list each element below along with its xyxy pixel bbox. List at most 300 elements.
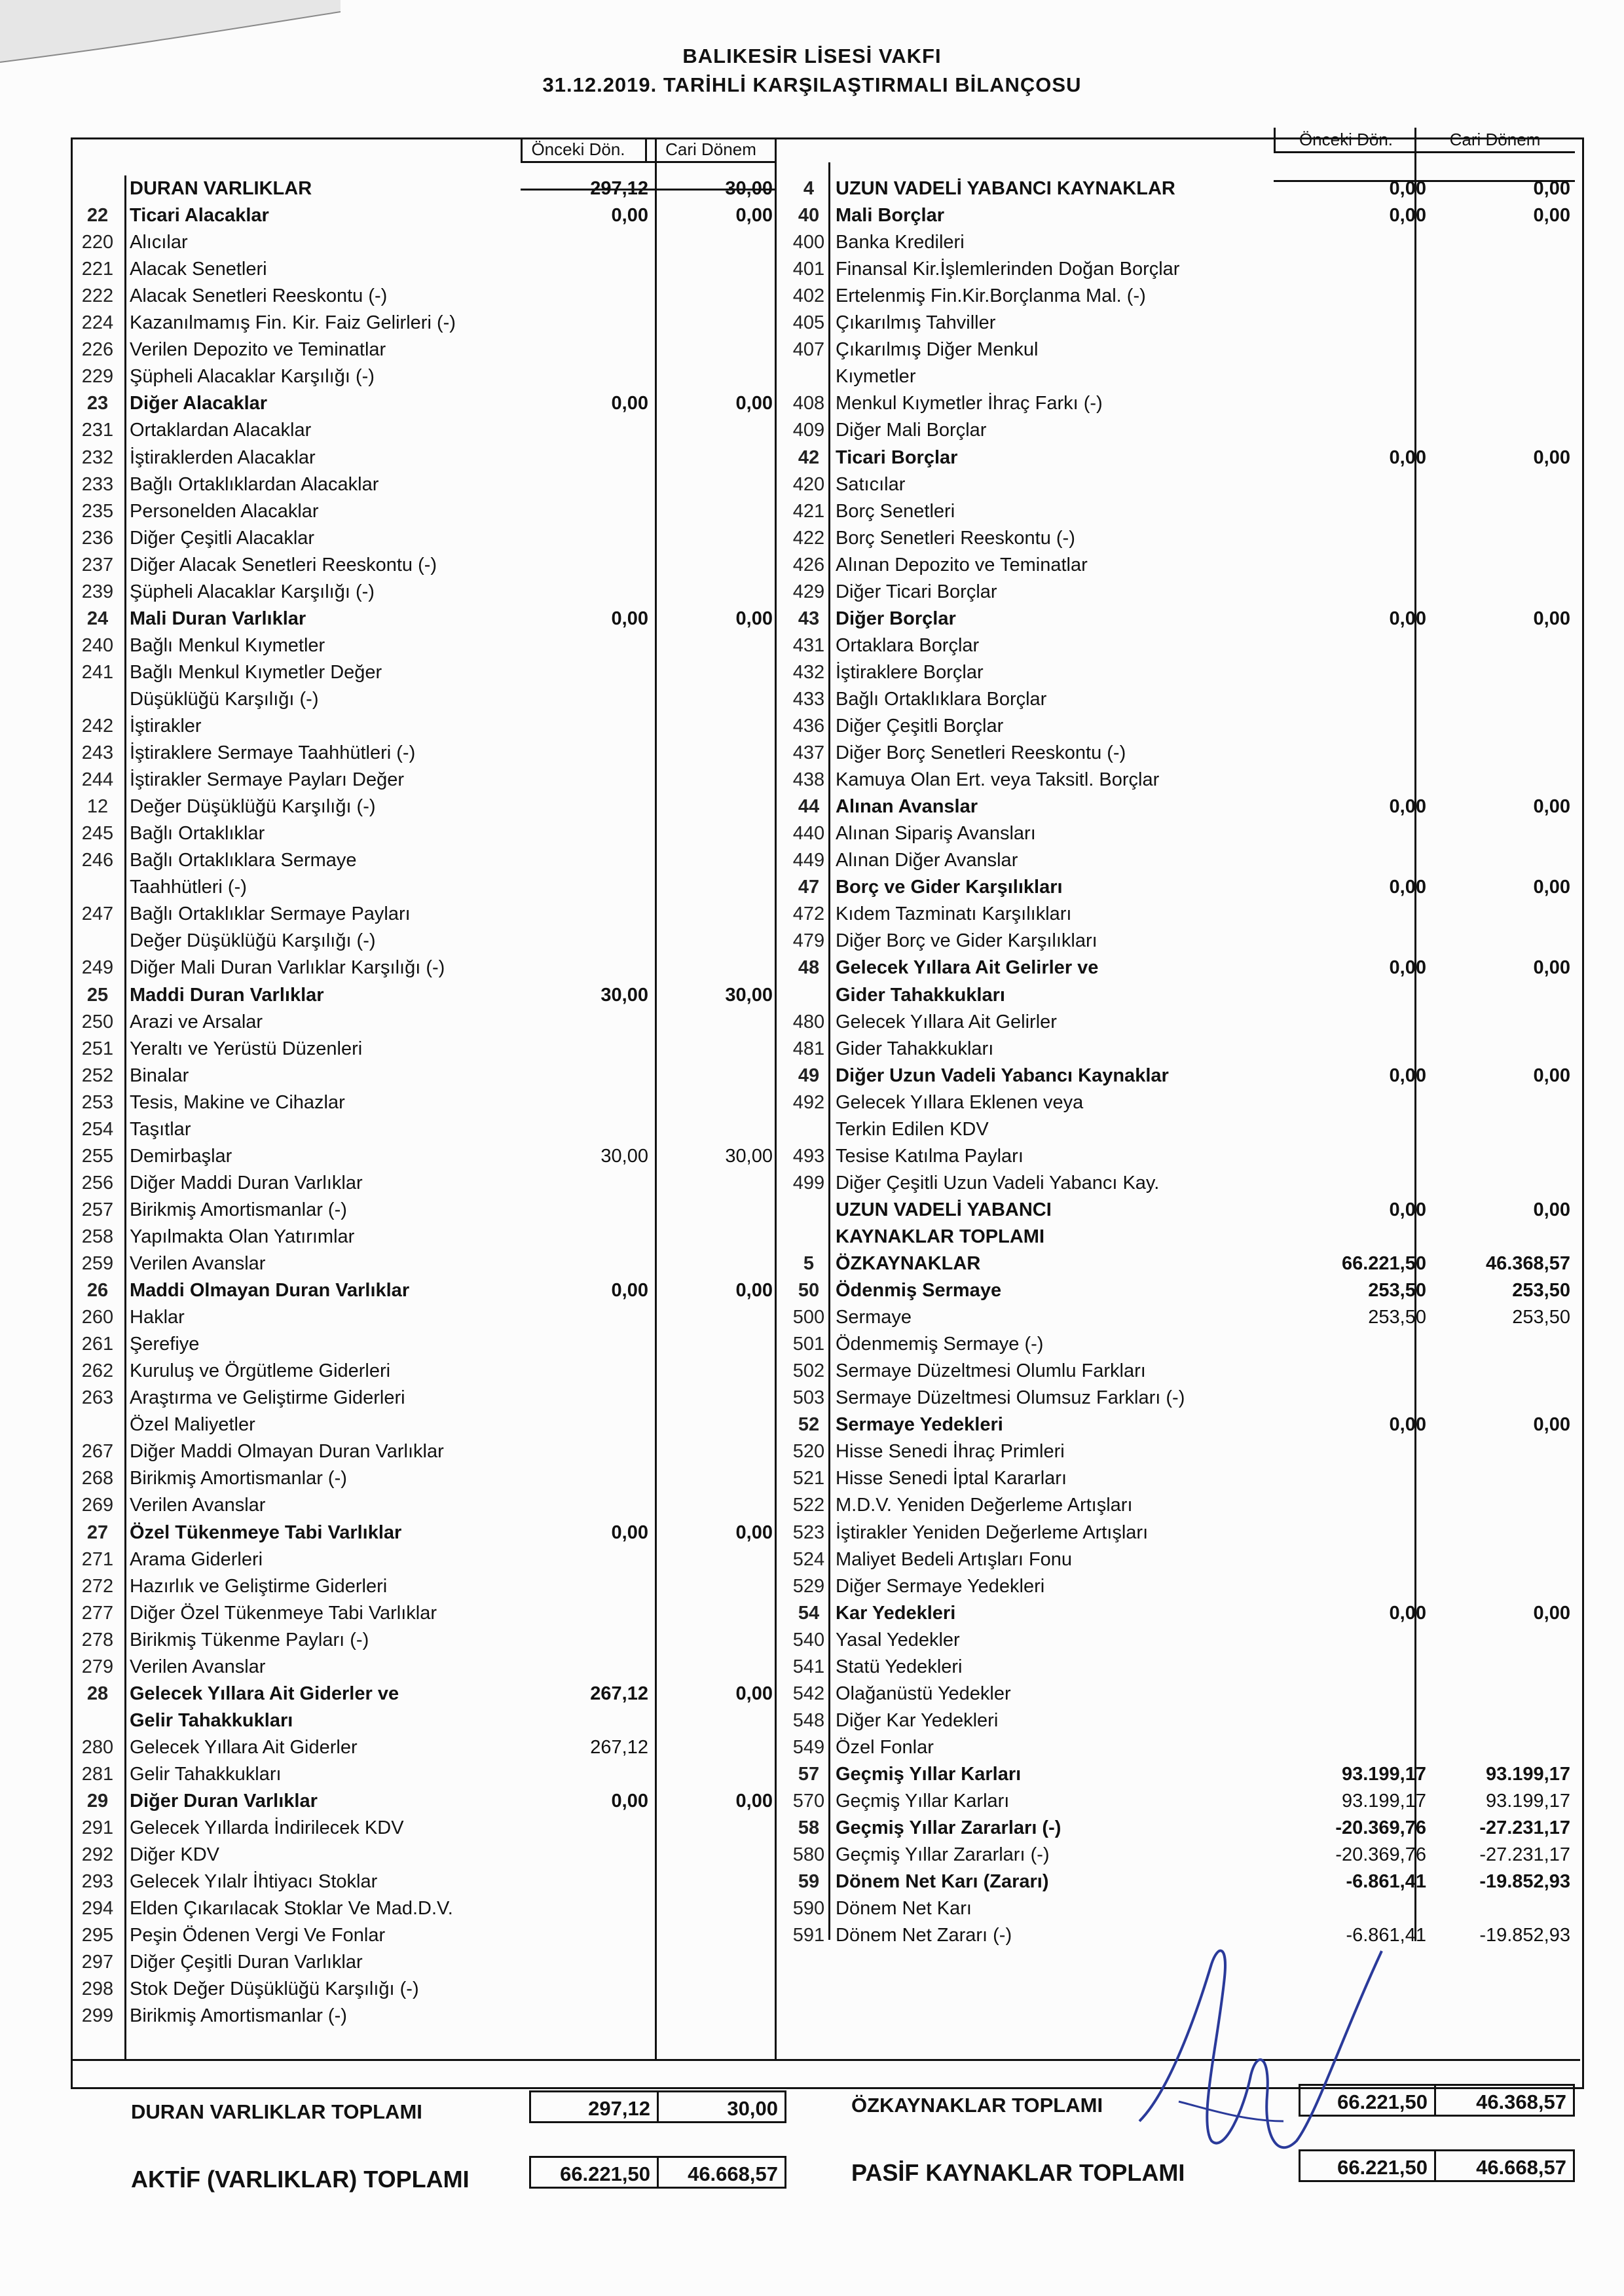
current-period-value: 0,00 [735,1522,773,1543]
account-name: Personelden Alacaklar [130,500,319,522]
account-name: Borç ve Gider Karşılıkları [836,877,1063,898]
account-name: Şüpheli Alacaklar Karşılığı (-) [130,581,375,602]
account-code: 493 [792,1145,825,1167]
account-code: 257 [81,1199,114,1220]
account-name: Gelecek Yıllarda İndirilecek KDV [130,1817,404,1839]
fixed-assets-total-label: DURAN VARLIKLAR TOPLAMI [131,2100,422,2123]
current-period-value: 0,00 [1533,608,1570,629]
account-code: 48 [798,957,820,979]
account-code: 479 [792,930,825,952]
account-code: 224 [81,312,114,334]
account-code: 440 [792,823,825,845]
rule-left-code [124,175,126,2061]
account-code: 271 [81,1548,114,1570]
account-name: Gelir Tahakkukları [130,1709,293,1731]
account-code: 549 [792,1736,825,1758]
account-name: Gelir Tahakkukları [130,1763,282,1785]
prev-period-value: 297,12 [590,178,648,199]
account-code: 226 [81,339,114,361]
account-code: 255 [81,1145,114,1167]
account-code: 12 [86,796,109,818]
account-name: Diğer Çeşitli Duran Varlıklar [130,1952,363,1973]
account-code: 437 [792,742,825,764]
account-code: 401 [792,259,825,280]
prev-period-value: 0,00 [1389,205,1426,227]
account-name: Gelecek Yıllara Ait Giderler ve [130,1683,399,1704]
account-name: Dönem Net Karı (Zararı) [836,1871,1049,1893]
prev-period-value: 0,00 [1389,877,1426,898]
account-name: Bağlı Menkul Kıymetler [130,634,325,656]
prev-period-value: 66.221,50 [1341,1253,1426,1274]
account-code: 281 [81,1763,114,1785]
account-code: 22 [86,205,109,227]
account-name: İştiraklerden Alacaklar [130,446,316,468]
prev-column-header-right: Önceki Dön. [1274,128,1416,151]
account-name: Mali Duran Varlıklar [130,608,306,629]
account-code: 292 [81,1844,114,1866]
account-code: 27 [86,1522,109,1543]
fixed-assets-total-prev: 297,12 [529,2090,659,2123]
equity-total-prev: 66.221,50 [1299,2084,1436,2117]
account-code: 242 [81,716,114,737]
account-name: Diğer Özel Tükenmeye Tabi Varlıklar [130,1602,437,1624]
account-name: İştirakler Yeniden Değerleme Artışları [836,1522,1149,1543]
rule-left-curr [775,137,777,2059]
account-name: Gelecek Yıllara Ait Giderler [130,1736,358,1758]
account-name: Alacak Senetleri [130,259,267,280]
account-name: Arama Giderleri [130,1548,263,1570]
prev-period-value: 0,00 [611,393,648,414]
current-period-value: 0,00 [735,1791,773,1812]
header-rule-right [1274,151,1575,153]
account-name: Taahhütleri (-) [130,877,247,898]
account-name: Verilen Avanslar [130,1253,266,1274]
account-name: Ödenmemiş Sermaye (-) [836,1334,1044,1355]
account-code: 254 [81,1118,114,1140]
account-name: Alınan Sipariş Avansları [836,823,1036,845]
prev-period-value: 0,00 [1389,957,1426,979]
current-period-value: 0,00 [1533,1199,1570,1220]
account-name: Diğer Çeşitli Alacaklar [130,527,315,549]
account-name: Demirbaşlar [130,1145,232,1167]
equity-total-curr: 46.368,57 [1434,2084,1575,2117]
account-code: 540 [792,1629,825,1650]
account-name: Verilen Avanslar [130,1495,266,1516]
account-name: Ortaklardan Alacaklar [130,420,312,441]
total-liabilities-curr: 46.668,57 [1434,2149,1575,2182]
account-code: 244 [81,769,114,791]
account-code: 229 [81,366,114,388]
current-period-value: -19.852,93 [1479,1925,1570,1946]
account-code: 405 [792,312,825,334]
current-period-value: 0,00 [735,205,773,227]
account-code: 42 [798,446,820,468]
account-code: 256 [81,1172,114,1194]
prev-period-value: 0,00 [1389,796,1426,818]
prev-period-value: 0,00 [1389,608,1426,629]
prev-period-value: 30,00 [600,984,648,1006]
organization-title: BALIKESİR LİSESİ VAKFI [682,45,942,67]
account-name: Verilen Depozito ve Teminatlar [130,339,386,361]
account-name: Ertelenmiş Fin.Kir.Borçlanma Mal. (-) [836,285,1146,307]
header-rule-left [521,161,776,163]
account-code: 233 [81,473,114,495]
account-name: Diğer KDV [130,1844,219,1866]
account-name: Diğer Çeşitli Uzun Vadeli Yabancı Kay. [836,1172,1160,1194]
handwritten-signature [1113,1925,1408,2174]
account-code: 49 [798,1065,820,1086]
account-code: 472 [792,903,825,925]
account-code: 503 [792,1387,825,1409]
account-name: Diğer Kar Yedekleri [836,1709,999,1731]
account-code: 529 [792,1575,825,1597]
account-code: 408 [792,393,825,414]
account-name: Ödenmiş Sermaye [836,1280,1002,1302]
account-code: 280 [81,1736,114,1758]
account-name: ÖZKAYNAKLAR [836,1253,981,1274]
account-code: 28 [86,1683,109,1704]
account-code: 44 [798,796,820,818]
account-name: Bağlı Ortaklıklardan Alacaklar [130,473,379,495]
account-code: 236 [81,527,114,549]
account-name: Banka Kredileri [836,232,965,253]
account-code: 4 [803,178,815,199]
rule-right-prev [1414,128,1416,1941]
account-code: 436 [792,716,825,737]
account-code: 246 [81,850,114,871]
account-code: 438 [792,769,825,791]
account-name: Stok Değer Düşüklüğü Karşılığı (-) [130,1978,419,2000]
account-code: 297 [81,1952,114,1973]
account-name: Maliyet Bedeli Artışları Fonu [836,1548,1073,1570]
account-name: Borç Senetleri Reeskontu (-) [836,527,1075,549]
account-code: 5 [803,1253,815,1274]
account-name: Geçmiş Yıllar Zararları (-) [836,1817,1061,1839]
prev-period-value: -20.369,76 [1335,1817,1426,1839]
account-code: 590 [792,1898,825,1920]
prev-period-value: 0,00 [611,1522,648,1543]
account-code: 522 [792,1495,825,1516]
current-period-value: 0,00 [1533,178,1570,199]
account-name: İştiraklere Sermaye Taahhütleri (-) [130,742,416,764]
account-name: Çıkarılmış Diğer Menkul [836,339,1039,361]
account-code: 298 [81,1978,114,2000]
account-name: Diğer Borç ve Gider Karşılıkları [836,930,1098,952]
account-name: Diğer Ticari Borçlar [836,581,997,602]
account-name: Sermaye [836,1307,912,1328]
account-code: 239 [81,581,114,602]
curr-column-header-left: Cari Dönem [645,137,775,161]
account-code: 432 [792,661,825,683]
account-name: Kıymetler [836,366,916,388]
account-name: Gider Tahakkukları [836,984,1005,1006]
account-code: 58 [798,1817,820,1839]
account-name: Diğer Mali Borçlar [836,420,987,441]
account-name: Kar Yedekleri [836,1602,956,1624]
prev-period-value: 0,00 [1389,1602,1426,1624]
account-name: Çıkarılmış Tahviller [836,312,996,334]
account-code: 258 [81,1226,114,1247]
account-name: Maddi Duran Varlıklar [130,984,324,1006]
account-name: DURAN VARLIKLAR [130,178,312,199]
prev-period-value: 0,00 [611,205,648,227]
account-code: 421 [792,500,825,522]
account-code: 481 [792,1038,825,1059]
account-code: 40 [798,205,820,227]
account-name: Dönem Net Zararı (-) [836,1925,1012,1946]
total-liabilities-prev: 66.221,50 [1299,2149,1436,2182]
account-code: 291 [81,1817,114,1839]
current-period-value: 0,00 [1533,205,1570,227]
account-name: Birikmiş Amortismanlar (-) [130,2005,347,2027]
account-code: 426 [792,554,825,575]
equity-total-label: ÖZKAYNAKLAR TOPLAMI [851,2094,1103,2117]
account-name: Sermaye Düzeltmesi Olumlu Farkları [836,1360,1146,1382]
rule-left-prev [655,137,657,2059]
account-name: Diğer Maddi Olmayan Duran Varlıklar [130,1441,444,1463]
current-period-value: 0,00 [1533,957,1570,979]
account-name: Şerefiye [130,1334,200,1355]
account-code: 26 [86,1280,109,1302]
account-code: 524 [792,1548,825,1570]
curr-column-header-right: Cari Dönem [1414,128,1574,151]
account-code: 409 [792,420,825,441]
account-name: Araştırma ve Geliştirme Giderleri [130,1387,405,1409]
report-title: 31.12.2019. TARİHLİ KARŞILAŞTIRMALI BİLANÇOSU [542,73,1082,96]
account-code: 272 [81,1575,114,1597]
current-period-value: 0,00 [1533,1414,1570,1436]
account-name: Özel Fonlar [836,1736,934,1758]
account-name: Arazi ve Arsalar [130,1011,263,1032]
account-name: Diğer Maddi Duran Varlıklar [130,1172,363,1194]
account-code: 293 [81,1871,114,1893]
account-name: İştiraklere Borçlar [836,661,984,683]
account-name: Binalar [130,1065,189,1086]
account-name: Satıcılar [836,473,906,495]
account-name: Ticari Alacaklar [130,205,269,227]
account-name: Verilen Avanslar [130,1656,266,1677]
account-name: Şüpheli Alacaklar Karşılığı (-) [130,366,375,388]
account-name: Gelecek Yıllara Eklenen veya [836,1091,1084,1113]
account-code: 43 [798,608,820,629]
account-code: 24 [86,608,109,629]
account-code: 243 [81,742,114,764]
account-name: Mali Borçlar [836,205,944,227]
prev-period-value: 30,00 [600,1145,648,1167]
account-code: 422 [792,527,825,549]
account-code: 57 [798,1763,820,1785]
account-name: Alıcılar [130,232,188,253]
account-name: Hazırlık ve Geliştirme Giderleri [130,1575,388,1597]
current-period-value: -19.852,93 [1479,1871,1570,1893]
account-code: 241 [81,661,114,683]
account-name: Geçmiş Yıllar Zararları (-) [836,1844,1050,1866]
account-name: Diğer Alacaklar [130,393,268,414]
current-period-value: 0,00 [1533,446,1570,468]
prev-period-value: 0,00 [1389,1199,1426,1220]
account-code: 261 [81,1334,114,1355]
account-name: Tesise Katılma Payları [836,1145,1024,1167]
prev-period-value: 0,00 [611,1280,648,1302]
account-name: Özel Maliyetler [130,1414,255,1436]
account-code: 294 [81,1898,114,1920]
prev-period-value: 253,50 [1368,1307,1426,1328]
current-period-value: 30,00 [725,984,773,1006]
account-name: Diğer Borçlar [836,608,956,629]
account-code: 548 [792,1709,825,1731]
account-name: UZUN VADELİ YABANCI [836,1199,1052,1220]
current-period-value: -27.231,17 [1479,1817,1570,1839]
account-code: 269 [81,1495,114,1516]
current-period-value: 46.368,57 [1485,1253,1570,1274]
current-period-value: 0,00 [735,1280,773,1302]
prev-period-value: 93.199,17 [1341,1791,1426,1812]
current-period-value: 30,00 [725,1145,773,1167]
account-name: İştirakler [130,716,202,737]
account-code: 402 [792,285,825,307]
account-code: 247 [81,903,114,925]
account-name: Bağlı Ortaklıklara Sermaye [130,850,357,871]
total-assets-curr: 46.668,57 [657,2156,786,2189]
account-name: Diğer Çeşitli Borçlar [836,716,1004,737]
account-name: Geçmiş Yıllar Karları [836,1791,1010,1812]
account-code: 499 [792,1172,825,1194]
prev-period-value: -20.369,76 [1335,1844,1426,1866]
account-code: 220 [81,232,114,253]
prev-period-value: 0,00 [1389,1414,1426,1436]
account-name: Sermaye Düzeltmesi Olumsuz Farkları (-) [836,1387,1185,1409]
account-code: 299 [81,2005,114,2027]
account-name: Gelecek Yıllara Ait Gelirler [836,1011,1057,1032]
current-period-value: 0,00 [1533,796,1570,818]
account-name: İştirakler Sermaye Payları Değer [130,769,405,791]
account-name: Finansal Kir.İşlemlerinden Doğan Borçlar [836,259,1180,280]
account-name: Sermaye Yedekleri [836,1414,1003,1436]
account-name: Gelecek Yılalr İhtiyacı Stoklar [130,1871,378,1893]
prev-period-value: 267,12 [590,1736,648,1758]
account-name: Diğer Uzun Vadeli Yabancı Kaynaklar [836,1065,1169,1086]
account-name: KAYNAKLAR TOPLAMI [836,1226,1045,1247]
account-name: Bağlı Ortaklıklara Borçlar [836,688,1047,710]
account-code: 267 [81,1441,114,1463]
account-code: 23 [86,393,109,414]
account-code: 278 [81,1629,114,1650]
account-code: 407 [792,339,825,361]
account-name: Gider Tahakkukları [836,1038,994,1059]
account-code: 502 [792,1360,825,1382]
account-code: 260 [81,1307,114,1328]
account-code: 50 [798,1280,820,1302]
account-name: Ortaklara Borçlar [836,634,980,656]
account-name: Alınan Diğer Avanslar [836,850,1018,871]
account-code: 221 [81,259,114,280]
account-code: 480 [792,1011,825,1032]
account-name: Diğer Alacak Senetleri Reeskontu (-) [130,554,437,575]
account-name: Maddi Olmayan Duran Varlıklar [130,1280,410,1302]
account-code: 277 [81,1602,114,1624]
account-code: 580 [792,1844,825,1866]
account-code: 250 [81,1011,114,1032]
current-period-value: 0,00 [1533,877,1570,898]
account-code: 235 [81,500,114,522]
account-name: Olağanüstü Yedekler [836,1683,1011,1704]
current-period-value: 93.199,17 [1485,1763,1570,1785]
prev-column-header-left: Önceki Dön. [521,137,634,161]
account-code: 295 [81,1925,114,1946]
account-name: Hisse Senedi İptal Kararları [836,1468,1067,1489]
account-name: Birikmiş Tükenme Payları (-) [130,1629,369,1650]
account-code: 542 [792,1683,825,1704]
account-code: 520 [792,1441,825,1463]
account-name: Hisse Senedi İhraç Primleri [836,1441,1065,1463]
account-name: Bağlı Ortaklıklar Sermaye Payları [130,903,411,925]
account-code: 52 [798,1414,820,1436]
account-name: Değer Düşüklüğü Karşılığı (-) [130,796,376,818]
account-code: 237 [81,554,114,575]
total-assets-prev: 66.221,50 [529,2156,659,2189]
account-code: 521 [792,1468,825,1489]
account-name: Yeraltı ve Yerüstü Düzenleri [130,1038,363,1059]
account-name: Peşin Ödenen Vergi Ve Fonlar [130,1925,386,1946]
account-code: 268 [81,1468,114,1489]
account-name: Terkin Edilen KDV [836,1118,989,1140]
account-name: Taşıtlar [130,1118,191,1140]
prev-period-value: 253,50 [1368,1280,1426,1302]
account-name: Ticari Borçlar [836,446,958,468]
account-name: Borç Senetleri [836,500,955,522]
current-period-value: 0,00 [735,608,773,629]
current-period-value: -27.231,17 [1479,1844,1570,1866]
current-period-value: 253,50 [1512,1280,1570,1302]
account-name: Elden Çıkarılacak Stoklar Ve Mad.D.V. [130,1898,453,1920]
account-code: 245 [81,823,114,845]
account-code: 222 [81,285,114,307]
account-name: Alacak Senetleri Reeskontu (-) [130,285,388,307]
account-name: Özel Tükenmeye Tabi Varlıklar [130,1522,402,1543]
account-name: Bağlı Ortaklıklar [130,823,265,845]
account-name: Dönem Net Karı [836,1898,972,1920]
account-code: 29 [86,1791,109,1812]
current-period-value: 0,00 [1533,1602,1570,1624]
account-code: 431 [792,634,825,656]
account-name: Alınan Depozito ve Teminatlar [836,554,1088,575]
account-name: Birikmiş Amortismanlar (-) [130,1468,347,1489]
current-period-value: 0,00 [735,393,773,414]
account-name: Değer Düşüklüğü Karşılığı (-) [130,930,376,952]
account-code: 500 [792,1307,825,1328]
account-code: 251 [81,1038,114,1059]
prev-period-value: 267,12 [590,1683,648,1704]
current-period-value: 253,50 [1512,1307,1570,1328]
prev-period-value: 0,00 [611,1791,648,1812]
account-name: Gelecek Yıllara Ait Gelirler ve [836,957,1099,979]
current-period-value: 30,00 [725,178,773,199]
prev-period-value: 0,00 [611,608,648,629]
account-name: UZUN VADELİ YABANCI KAYNAKLAR [836,178,1175,199]
account-name: Yapılmakta Olan Yatırımlar [130,1226,355,1247]
account-code: 232 [81,446,114,468]
account-name: Diğer Duran Varlıklar [130,1791,318,1812]
prev-period-value: 0,00 [1389,178,1426,199]
account-code: 259 [81,1253,114,1274]
account-name: Diğer Sermaye Yedekleri [836,1575,1045,1597]
prev-period-value: -6.861,41 [1346,1871,1426,1893]
account-code: 262 [81,1360,114,1382]
account-name: Haklar [130,1307,185,1328]
account-code: 523 [792,1522,825,1543]
account-name: M.D.V. Yeniden Değerleme Artışları [836,1495,1133,1516]
account-code: 253 [81,1091,114,1113]
